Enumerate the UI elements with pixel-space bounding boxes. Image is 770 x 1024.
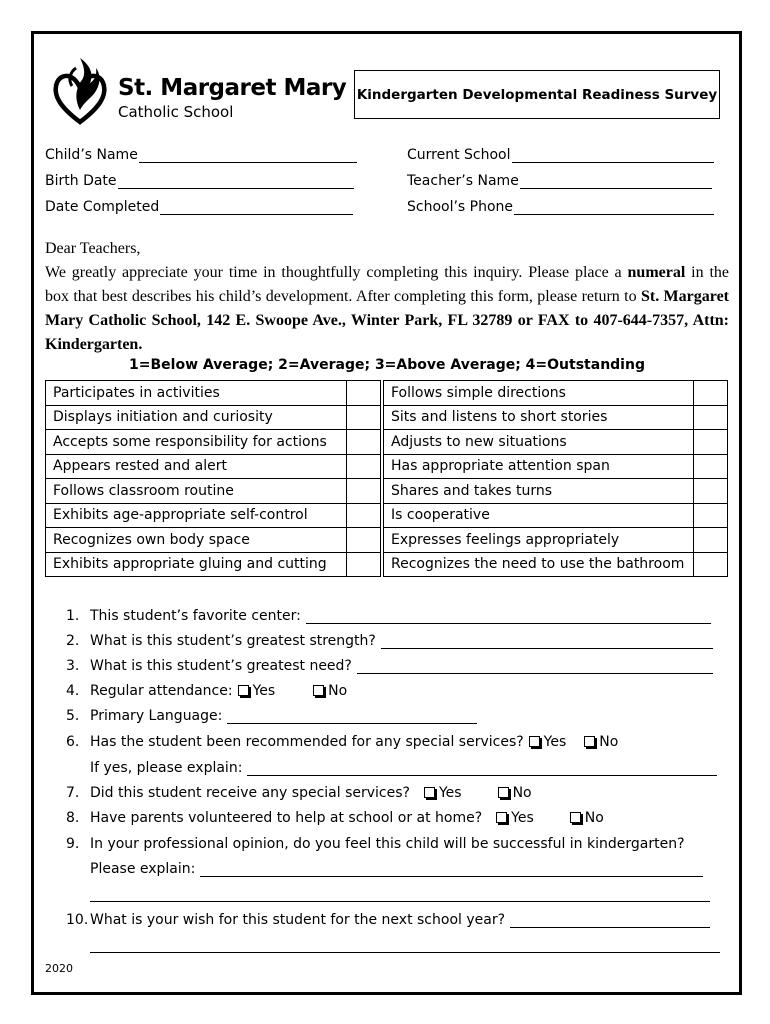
rating-row xyxy=(46,430,728,455)
yes-label: Yes xyxy=(252,683,276,699)
letter-greeting: Dear Teachers, xyxy=(45,240,141,257)
question-number: 1. xyxy=(66,608,80,624)
question-text: In your professional opinion, do you feel this child will be successful in kindergarten? xyxy=(90,836,685,852)
question-text: Has the student been recommended for any special services? xyxy=(90,734,524,750)
school-phone-field[interactable] xyxy=(407,199,714,215)
rating-row xyxy=(46,381,728,406)
question-text: This student’s favorite center: xyxy=(90,608,301,624)
followup-text: Please explain: xyxy=(90,861,196,877)
question-6 xyxy=(66,734,618,750)
rating-item-left: Displays initiation and curiosity xyxy=(46,405,347,430)
rating-item-right: Adjusts to new situations xyxy=(384,430,694,455)
rating-item-right: Is cooperative xyxy=(384,503,694,528)
question-3 xyxy=(66,658,713,674)
rating-box-left[interactable] xyxy=(347,454,381,479)
rating-box-right[interactable] xyxy=(694,454,728,479)
rating-box-left[interactable] xyxy=(347,430,381,455)
rating-box-left[interactable] xyxy=(347,405,381,430)
question-10 xyxy=(66,912,710,928)
birth-date-input[interactable] xyxy=(118,174,354,189)
teacher-name-label: Teacher’s Name xyxy=(407,173,519,189)
no-label: No xyxy=(584,810,604,826)
teacher-name-input[interactable] xyxy=(520,174,712,189)
rating-row xyxy=(46,454,728,479)
q6-explain-line[interactable] xyxy=(247,761,717,776)
question-10-extra-line xyxy=(90,938,720,953)
rating-box-left[interactable] xyxy=(347,503,381,528)
rating-item-right: Has appropriate attention span xyxy=(384,454,694,479)
school-name: St. Margaret Mary xyxy=(118,75,347,101)
rating-item-left: Exhibits age-appropriate self-control xyxy=(46,503,347,528)
question-6-followup xyxy=(90,760,717,776)
q10-answer-line[interactable] xyxy=(510,913,710,928)
question-9-extra-line xyxy=(90,887,710,902)
date-completed-label: Date Completed xyxy=(45,199,160,215)
rating-box-right[interactable] xyxy=(694,381,728,406)
question-text: What is this student’s greatest need? xyxy=(90,658,352,674)
current-school-input[interactable] xyxy=(512,148,714,163)
q5-answer-line[interactable] xyxy=(227,709,477,724)
question-9 xyxy=(66,836,685,852)
question-number: 8. xyxy=(66,810,80,826)
rating-table xyxy=(45,380,728,577)
rating-box-right[interactable] xyxy=(694,479,728,504)
rating-item-left: Exhibits appropriate gluing and cutting xyxy=(46,552,347,577)
rating-box-left[interactable] xyxy=(347,381,381,406)
question-number: 7. xyxy=(66,785,80,801)
teacher-name-field[interactable] xyxy=(407,173,712,189)
letter-body-part1: We greatly appreciate your time in thoughtfully completing this inquiry. Please place a xyxy=(45,264,628,281)
yes-label: Yes xyxy=(543,734,567,750)
form-title: Kindergarten Developmental Readiness Survey xyxy=(354,70,720,119)
school-logo-icon xyxy=(50,52,110,128)
rating-item-right: Expresses feelings appropriately xyxy=(384,528,694,553)
q8-yes-checkbox[interactable] xyxy=(496,812,507,823)
rating-box-right[interactable] xyxy=(694,503,728,528)
birth-date-label: Birth Date xyxy=(45,173,117,189)
letter-body xyxy=(45,261,729,357)
rating-item-left: Recognizes own body space xyxy=(46,528,347,553)
question-text: What is your wish for this student for the next school year? xyxy=(90,912,506,928)
no-label: No xyxy=(328,683,348,699)
school-phone-input[interactable] xyxy=(514,200,714,215)
letter-return-address: St. Margaret Mary Catholic School, 142 E. Swoope Ave., Winter Park, FL 32789 or FAX to 407-644-7357, Attn: Kindergarten. xyxy=(45,288,729,353)
question-5 xyxy=(66,708,477,724)
question-number: 2. xyxy=(66,633,80,649)
question-2 xyxy=(66,633,713,649)
question-number: 10. xyxy=(66,912,89,928)
rating-box-right[interactable] xyxy=(694,552,728,577)
school-subtitle: Catholic School xyxy=(118,103,234,121)
q9-explain-line-2[interactable] xyxy=(90,887,710,902)
question-8 xyxy=(66,810,604,826)
rating-box-right[interactable] xyxy=(694,405,728,430)
child-name-label: Child’s Name xyxy=(45,147,138,163)
intro-letter xyxy=(45,237,729,357)
footer-year: 2020 xyxy=(45,962,73,975)
rating-box-left[interactable] xyxy=(347,479,381,504)
question-number: 4. xyxy=(66,683,80,699)
birth-date-field[interactable] xyxy=(45,173,354,189)
question-9-followup xyxy=(90,861,703,877)
question-number: 9. xyxy=(66,836,80,852)
question-number: 6. xyxy=(66,734,80,750)
rating-box-right[interactable] xyxy=(694,430,728,455)
q4-no-checkbox[interactable] xyxy=(313,685,324,696)
rating-row xyxy=(46,405,728,430)
question-text: Have parents volunteered to help at school or at home? xyxy=(90,810,483,826)
rating-row xyxy=(46,552,728,577)
q10-answer-line-2[interactable] xyxy=(90,938,720,953)
q8-no-checkbox[interactable] xyxy=(570,812,581,823)
yes-label: Yes xyxy=(511,810,534,826)
q1-answer-line[interactable] xyxy=(306,609,711,624)
rating-box-left[interactable] xyxy=(347,528,381,553)
question-1 xyxy=(66,608,711,624)
question-number: 3. xyxy=(66,658,80,674)
school-phone-label: School’s Phone xyxy=(407,199,514,215)
question-text: What is this student’s greatest strength? xyxy=(90,633,376,649)
letter-emphasis: numeral xyxy=(627,264,686,281)
child-name-field[interactable] xyxy=(45,147,357,163)
rating-item-left: Participates in activities xyxy=(46,381,347,406)
rating-item-right: Shares and takes turns xyxy=(384,479,694,504)
rating-box-left[interactable] xyxy=(347,552,381,577)
followup-text: If yes, please explain: xyxy=(90,760,243,776)
q9-explain-line[interactable] xyxy=(200,862,703,877)
yes-label: Yes xyxy=(438,785,462,801)
q4-yes-checkbox[interactable] xyxy=(238,685,249,696)
child-name-input[interactable] xyxy=(139,148,357,163)
question-text: Regular attendance: xyxy=(90,683,233,699)
q7-yes-checkbox[interactable] xyxy=(424,787,435,798)
rating-item-right: Recognizes the need to use the bathroom xyxy=(384,552,694,577)
date-completed-field[interactable] xyxy=(45,199,353,215)
rating-item-left: Appears rested and alert xyxy=(46,454,347,479)
question-4 xyxy=(66,683,347,699)
rating-scale: 1=Below Average; 2=Average; 3=Above Average; 4=Outstanding xyxy=(129,357,645,373)
q6-no-checkbox[interactable] xyxy=(584,736,595,747)
rating-item-left: Follows classroom routine xyxy=(46,479,347,504)
rating-item-right: Sits and listens to short stories xyxy=(384,405,694,430)
rating-item-left: Accepts some responsibility for actions xyxy=(46,430,347,455)
rating-item-right: Follows simple directions xyxy=(384,381,694,406)
date-completed-input[interactable] xyxy=(160,200,353,215)
question-7 xyxy=(66,785,532,801)
current-school-label: Current School xyxy=(407,147,511,163)
current-school-field[interactable] xyxy=(407,147,714,163)
q7-no-checkbox[interactable] xyxy=(498,787,509,798)
question-text: Did this student receive any special services? xyxy=(90,785,410,801)
no-label: No xyxy=(512,785,532,801)
question-number: 5. xyxy=(66,708,80,724)
rating-row xyxy=(46,503,728,528)
rating-row xyxy=(46,479,728,504)
question-text: Primary Language: xyxy=(90,708,223,724)
rating-box-right[interactable] xyxy=(694,528,728,553)
q2-answer-line[interactable] xyxy=(381,634,713,649)
letter-body-part2: in the box that best describes his child’s development. After completing this form, please return to xyxy=(45,264,729,305)
rating-row xyxy=(46,528,728,553)
q3-answer-line[interactable] xyxy=(357,659,713,674)
q6-yes-checkbox[interactable] xyxy=(529,736,540,747)
no-label: No xyxy=(599,734,619,750)
